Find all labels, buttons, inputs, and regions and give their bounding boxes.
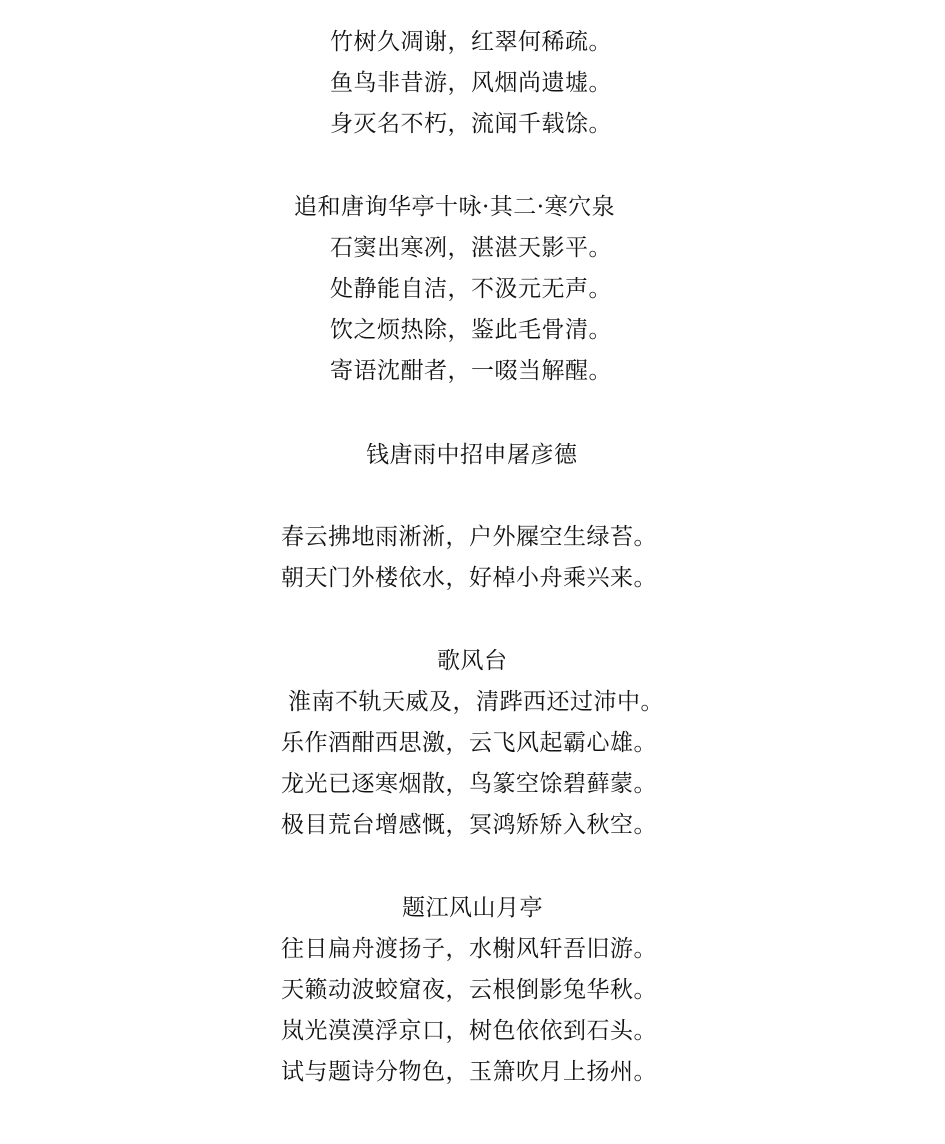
- poem1-line-3: 身灭名不朽，流闻千载馀。: [330, 111, 612, 137]
- poem5-line-4: 试与题诗分物色，玉箫吹月上扬州。: [281, 1059, 657, 1085]
- poem4-line-2: 乐作酒酣西思激，云飞风起霸心雄。: [281, 730, 657, 756]
- poem4-line-3: 龙光已逐寒烟散，鸟篆空馀碧藓蒙。: [281, 771, 657, 797]
- poem3-line-1: 春云拂地雨淅淅，户外屧空生绿苔。: [281, 524, 657, 550]
- poem4-line-4: 极目荒台增感慨，冥鸿矫矫入秋空。: [281, 812, 657, 838]
- poem1-line-1: 竹树久凋谢，红翠何稀疏。: [330, 29, 612, 55]
- poem5-line-1: 往日扁舟渡扬子，水榭风轩吾旧游。: [281, 936, 657, 962]
- poem4-line-1: 淮南不轨天威及，清跸西还过沛中。: [288, 689, 664, 715]
- poem5-title: 题江风山月亭: [402, 895, 543, 921]
- poem1-line-2: 鱼鸟非昔游，风烟尚遗墟。: [330, 70, 612, 96]
- poem3-line-2: 朝天门外楼依水，好棹小舟乘兴来。: [281, 565, 657, 591]
- poem3-title: 钱唐雨中招申屠彦德: [366, 442, 578, 468]
- poem4-title: 歌风台: [437, 648, 508, 674]
- poem2-line-3: 饮之烦热除，鉴此毛骨清。: [330, 317, 612, 343]
- poem2-line-1: 石窦出寒冽，湛湛天影平。: [330, 235, 612, 261]
- poem2-line-4: 寄语沈酣者，一啜当解醒。: [330, 358, 612, 384]
- poem2-line-2: 处静能自洁，不汲元无声。: [330, 276, 612, 302]
- poem5-line-2: 天籁动波蛟窟夜，云根倒影兔华秋。: [281, 977, 657, 1003]
- poem2-title: 追和唐询华亭十咏·其二·寒穴泉: [294, 194, 616, 220]
- poem5-line-3: 岚光漠漠浮京口，树色依依到石头。: [281, 1018, 657, 1044]
